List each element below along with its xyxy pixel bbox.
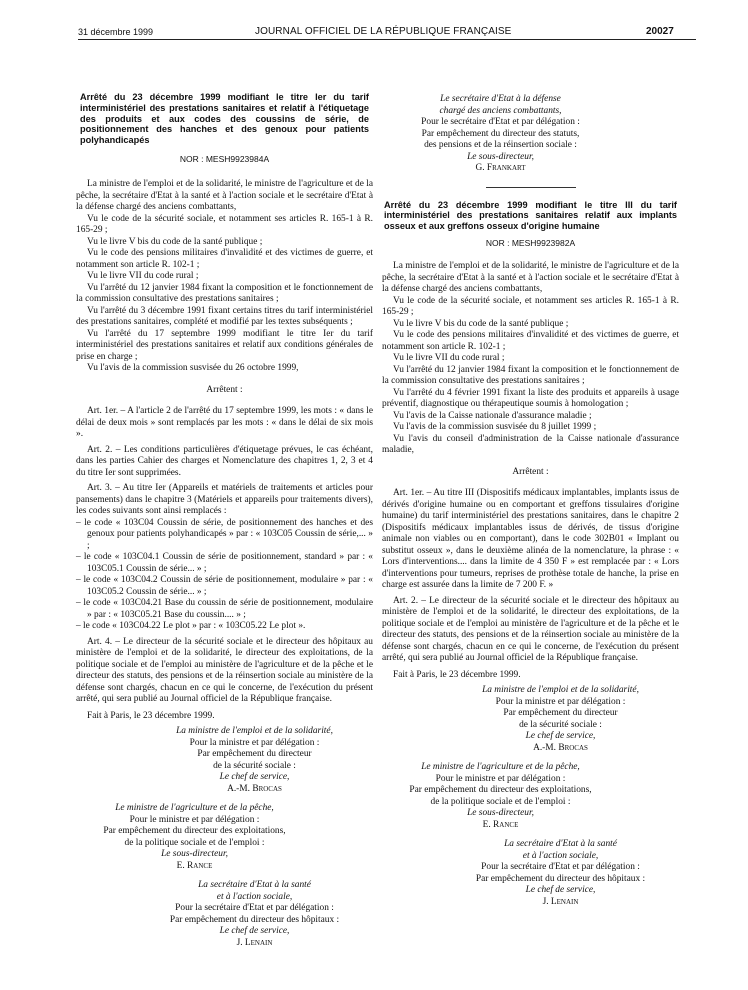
- sig-line: Par empêchement du directeur des exploitations,: [103, 826, 286, 837]
- page-number: 20027: [646, 26, 674, 37]
- preamble-para: La ministre de l'emploi et de la solidarité, le ministre de l'agriculture et de la pêche, la secrétaire d'Etat à la santé et à l'action sociale et le secrétaire d'Etat à la défense chargé des anciens combattants,: [76, 179, 373, 213]
- code-item: – le code « 103C04.21 Base du coussin de série de positionnement, modulaire » par : « 103C05.21 Base du coussin.... » ;: [76, 598, 373, 620]
- sig-line: Pour le ministre et par délégation :: [435, 773, 566, 784]
- sig-line: de la politique sociale et de l'emploi :: [124, 837, 265, 848]
- sig-line: Le ministre de l'agriculture et de la pêche,: [421, 762, 580, 773]
- sig-line: Le ministre de l'agriculture et de la pêche,: [115, 803, 274, 814]
- signatory-name: J. Lenain: [542, 896, 579, 907]
- preamble-para: Vu le livre VII du code rural ;: [87, 271, 199, 282]
- sig-line: Pour le ministre et par délégation :: [129, 814, 260, 825]
- signatory-name: A.-M. Brocas: [533, 742, 588, 753]
- preamble-para: Vu le livre V bis du code de la santé publique ;: [87, 236, 263, 247]
- preamble-para: Vu le livre VII du code rural ;: [393, 353, 505, 364]
- sig-line: Le secrétaire d'Etat à la défense: [440, 94, 561, 104]
- section-divider: [486, 187, 576, 188]
- sig-line: Pour la secrétaire d'Etat et par délégation :: [175, 903, 334, 914]
- article-1: Art. 1er. – A l'article 2 de l'arrêté du 17 septembre 1999, les mots : « dans le délai de deux mois » sont remplacés par les mots : « dans le délai de six mois ».: [76, 406, 373, 440]
- sig-line: Par empêchement du directeur: [197, 749, 312, 760]
- preamble-para: Vu le code des pensions militaires d'invalidité et des victimes de guerre, et notamment son article R. 102-1 ;: [76, 248, 373, 270]
- signatory-name: J. Lenain: [236, 937, 273, 948]
- sig-line: Le chef de service,: [525, 731, 596, 742]
- decree-title: Arrêté du 23 décembre 1999 modifiant le titre Ier du tarif interministériel des prestations sanitaires et relatif à l'étiquetage des produits et aux codes des coussins de série, de positionnement des hanches et des genoux pour patients polyhandicapés: [80, 92, 369, 146]
- journal-title: JOURNAL OFFICIEL DE LA RÉPUBLIQUE FRANÇAISE: [255, 26, 512, 37]
- preamble-para: Vu le code des pensions militaires d'invalidité et des victimes de guerre, et notamment son article R. 102-1 ;: [382, 330, 679, 352]
- sig-line: Par empêchement du directeur des exploitations,: [409, 785, 592, 796]
- sig-line: Par empêchement du directeur: [503, 708, 618, 719]
- left-column: [76, 92, 373, 949]
- page-header: [0, 0, 748, 40]
- preamble-para: Vu l'arrêté du 12 janvier 1984 fixant la composition et le fonctionnement de la commission consultative des prestations sanitaires ;: [76, 282, 373, 305]
- right-column: [382, 94, 679, 908]
- sig-line: et à l'action sociale,: [522, 850, 599, 861]
- sig-line: Le sous-directeur,: [161, 849, 228, 860]
- sig-line: Pour la ministre et par délégation :: [189, 737, 320, 748]
- article-2: Art. 2. – Les conditions particulières d'étiquetage prévues, le cas échéant, dans les parties Cahier des charges et Nomenclature des chapitres 1, 2, 3 et 4 du titre Ier sont supprimées.: [76, 444, 373, 478]
- nor-reference: NOR : MESH9923982A: [485, 237, 576, 248]
- preamble-para: Vu le code de la sécurité sociale, et notamment ses articles R. 165-1 à R. 165-29 ;: [382, 295, 679, 318]
- sig-line: Le sous-directeur,: [467, 151, 534, 162]
- decree-title: Arrêté du 23 décembre 1999 modifiant le titre III du tarif interministériel des prestations sanitaires relatif aux implants osseux et aux greffons osseux d'origine humaine: [384, 199, 677, 232]
- header-date: 31 décembre 1999: [78, 27, 154, 37]
- sig-line: Le chef de service,: [219, 772, 290, 783]
- signatory-name: E. Rance: [482, 819, 519, 830]
- preamble-para: Vu l'avis du conseil d'administration de la Caisse nationale d'assurance maladie,: [382, 433, 679, 456]
- sig-line: Le sous-directeur,: [467, 808, 534, 819]
- signature-block: [442, 685, 679, 754]
- code-item: – le code « 103C04 Coussin de série, de positionnement des hanches et des genoux pour patients polyhandicapés » par : « 103C05 Coussin de série,... » ;: [76, 517, 373, 551]
- sig-line: Par empêchement du directeur des hôpitaux :: [475, 873, 646, 884]
- nor-reference: NOR : MESH9923984A: [179, 153, 270, 164]
- preamble-para: Vu l'arrêté du 12 janvier 1984 fixant la composition et le fonctionnement de la commission consultative des prestations sanitaires ;: [382, 364, 679, 387]
- sig-line: Pour la ministre et par délégation :: [495, 696, 626, 707]
- sig-line: Le chef de service,: [219, 926, 290, 937]
- sig-line: La ministre de l'emploi et de la solidarité,: [482, 685, 639, 696]
- article-2: Art. 2. – Le directeur de la sécurité sociale et le directeur des hôpitaux au ministère de l'emploi et de la solidarité, le directeur des exploitations, de la politique sociale et de l'emploi au ministère de l'agriculture et de la pêche et le directeur des statuts, des pensions et de la réinsertion sociale au ministère de la défense sont chargés, chacun en ce qui le concerne, de l'exécution du présent arrêté, qui sera publié au Journal officiel de la République française.: [382, 595, 679, 664]
- preamble-para: Vu le code de la sécurité sociale, et notamment ses articles R. 165-1 à R. 165-29 ;: [76, 213, 373, 236]
- preamble-para: Vu l'arrêté du 4 février 1991 fixant la liste des produits et appareils à usage préventif, diagnostique ou thérapeutique soumis à homologation ;: [382, 387, 679, 410]
- sig-line: des pensions et de la réinsertion sociale :: [424, 140, 577, 150]
- sig-line: Le chef de service,: [525, 885, 596, 896]
- sig-line: chargé des anciens combattants,: [439, 105, 562, 116]
- sig-line: La ministre de l'emploi et de la solidarité,: [176, 726, 333, 737]
- sig-line: de la sécurité sociale :: [519, 719, 602, 730]
- signatory-name: E. Rance: [176, 860, 213, 871]
- signature-block: [136, 880, 373, 949]
- article-1: Art. 1er. – Au titre III (Dispositifs médicaux implantables, implants issus de dérivés d'origine humaine ou en comportant et greffons tissulaires d'origine humaine) du tarif interministériel des prestations sanitaires, dans le chapitre 2 (Dispositifs médicaux implantables issus de dérivés, de tissus d'origine animale non viables ou en comportant), dans le code 302B01 « Implant ou substitut osseux », dans le deuxième alinéa de la nomenclature, la phrase : « Lors d'interventions.... dans la limite de 4 350 F » est remplacée par : « Lors d'interventions pour tumeurs, reprises de prothèse totale de hanche, la prise en charge est assurée dans la limite de 7 200 F. »: [382, 488, 679, 591]
- signature-date: Fait à Paris, le 23 décembre 1999.: [87, 710, 215, 721]
- arretent-heading: Arrêtent :: [512, 466, 549, 477]
- sig-line: La secrétaire d'Etat à la santé: [504, 839, 617, 850]
- signatory-name: G. Frankart: [475, 163, 526, 173]
- preamble-para: Vu l'avis de la commission susvisée du 26 octobre 1999,: [87, 363, 299, 374]
- signature-block: [382, 762, 619, 831]
- article-3: Art. 3. – Au titre Ier (Appareils et matériels de traitements et articles pour pansements) dans le chapitre 3 (Matériels et appareils pour traitements divers), les codes suivants sont ainsi remplacés :: [76, 483, 373, 517]
- sig-line: La secrétaire d'Etat à la santé: [198, 880, 311, 891]
- signature-block: [76, 803, 313, 872]
- signature-block: [382, 94, 619, 175]
- sig-line: Pour la secrétaire d'Etat et par délégation :: [481, 862, 640, 873]
- preamble-para: Vu l'arrêté du 3 décembre 1991 fixant certains titres du tarif interministériel des prestations sanitaires, complété et modifié par les textes subséquents ;: [76, 305, 373, 328]
- preamble-para: Vu l'avis de la Caisse nationale d'assurance maladie ;: [393, 410, 592, 421]
- preamble-para: La ministre de l'emploi et de la solidarité, le ministre de l'agriculture et de la pêche, la secrétaire d'Etat à la santé et à l'action sociale et le secrétaire d'Etat à la défense chargé des anciens combattants,: [382, 261, 679, 295]
- signature-block: [442, 839, 679, 908]
- sig-line: et à l'action sociale,: [216, 891, 293, 902]
- header-rule: [78, 39, 696, 40]
- signature-date: Fait à Paris, le 23 décembre 1999.: [393, 669, 521, 680]
- code-item: – le code « 103C04.1 Coussin de série de positionnement, standard » par : « 103C05.1 Coussin de série... » ;: [76, 552, 373, 574]
- article-4: Art. 4. – Le directeur de la sécurité sociale et le directeur des hôpitaux au ministère de l'emploi et de la solidarité, le directeur des exploitations, de la politique sociale et de l'emploi au ministère de l'agriculture et de la pêche et le directeur des statuts, des pensions et de la réinsertion sociale au ministère de la défense sont chargés, chacun en ce qui le concerne, de l'exécution du présent arrêté, qui sera publié au Journal officiel de la République française.: [76, 636, 373, 705]
- sig-line: Pour le secrétaire d'Etat et par délégation :: [421, 117, 580, 127]
- sig-line: de la sécurité sociale :: [213, 760, 296, 771]
- sig-line: Par empêchement du directeur des hôpitaux :: [169, 914, 340, 925]
- sig-line: Par empêchement du directeur des statuts,: [421, 128, 580, 139]
- preamble-para: Vu le livre V bis du code de la santé publique ;: [393, 318, 569, 329]
- preamble-para: Vu l'avis de la commission susvisée du 8 juillet 1999 ;: [393, 422, 597, 433]
- code-item: – le code « 103C04.22 Le plot » par : « 103C05.22 Le plot ».: [76, 621, 306, 632]
- arretent-heading: Arrêtent :: [206, 384, 243, 395]
- signature-block: [136, 726, 373, 795]
- sig-line: de la politique sociale et de l'emploi :: [430, 796, 571, 807]
- signatory-name: A.-M. Brocas: [227, 783, 282, 794]
- preamble-para: Vu l'arrêté du 17 septembre 1999 modifiant le titre Ier du tarif interministériel des prestations sanitaires et relatif aux conditions générales de prise en charge ;: [76, 328, 373, 362]
- code-item: – le code « 103C04.2 Coussin de série de positionnement, modulaire » par : « 103C05.2 Coussin de série... » ;: [76, 575, 373, 597]
